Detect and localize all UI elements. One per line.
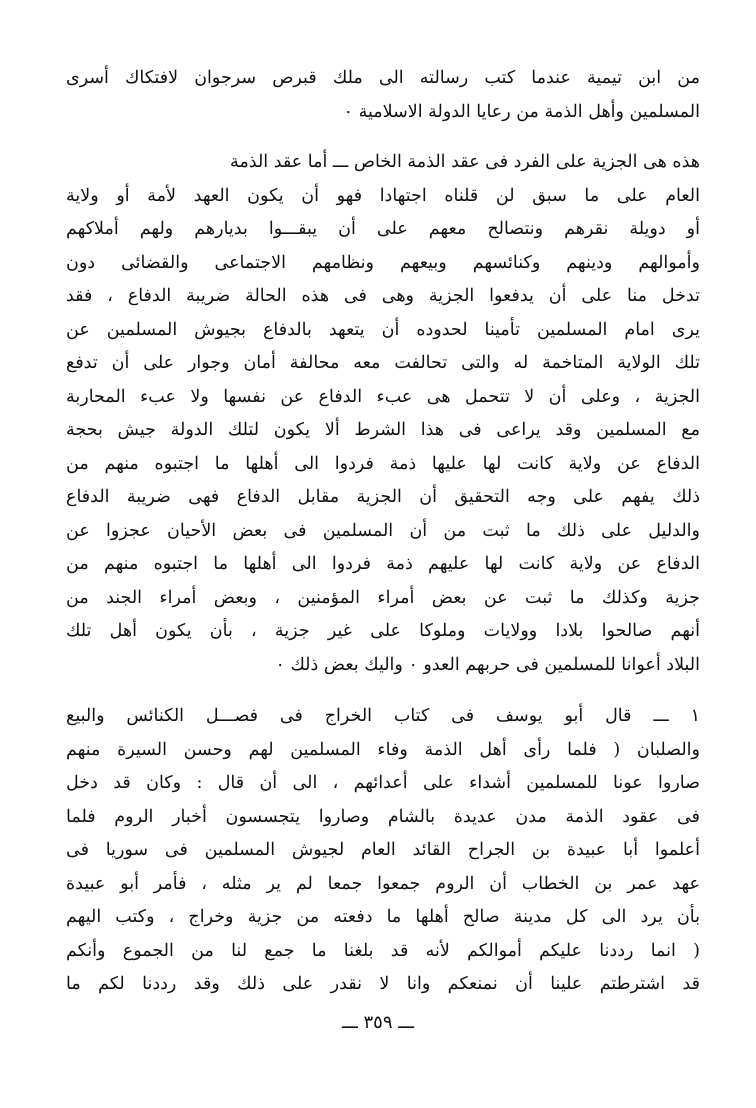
text-line: ذلك يفهم على وجه التحقيق أن الجزية مقابل الدفاع فهى ضريبة الدفاع (66, 487, 700, 507)
text-line: تدخل منا على أن يدفعوا الجزية وهى فى هذه الحالة ضريبة الدفاع ، فقد (66, 286, 700, 306)
text-line: تلك الولاية المتاخمة له والتى تحالفت معه محالفة أمان وجوار على أن تدفع (66, 353, 700, 373)
text-line: أو دويلة نقرهم ونتصالح معهم على أن يبقـــوا بديارهم ولهم أملاكهم (66, 219, 700, 239)
text-line: فى عقود الذمة مدن عديدة بالشام وصاروا يتجسسون أخبار الروم فلما (66, 806, 700, 827)
text-line: بأن يرد الى كل مدينة صالح أهلها ما دفعته من جزية وخراج ، وكتب اليهم (66, 907, 700, 927)
text-line: البلاد أعوانا للمسلمين فى حربهم العدو ٠ واليك بعض ذلك ٠ (275, 654, 700, 675)
text-line: يرى امام المسلمين تأمينا لحدوده أن يتعهد بالدفاع بجيوش المسلمين عن (66, 319, 700, 340)
paragraph-intro (66, 62, 700, 129)
text-line: والدليل على ذلك ما ثبت من أن المسلمين فى بعض الأحيان عجزوا عن (66, 520, 700, 541)
text-line: جزية وكذلك ما ثبت عن بعض أمراء المؤمنين ، وبعض أمراء الجند من (66, 587, 700, 608)
text-line: قد اشترطتم علينا أن نمنعكم وانا لا نقدر على ذلك وقد رددنا لكم ما (66, 974, 700, 994)
text-line: هذه هى الجزية على الفرد فى عقد الذمة الخاص ـــ أما عقد الذمة (230, 152, 700, 172)
text-line: عهد عمر بن الخطاب أن الروم جمعوا جمعا لم ير مثله ، فأمر أبو عبيدة (66, 873, 700, 894)
text-line: العام على ما سبق لن قلناه اجتهادا فهو أن يكون العهد لأمة أو ولاية (66, 185, 700, 206)
text-line: الجزية ، وعلى أن لا تتحمل هى عبء الدفاع عن نفسها ولا عبء المحاربة (66, 386, 700, 407)
text-line: المسلمين وأهل الذمة من رعايا الدولة الاسلامية ٠ (343, 101, 700, 122)
text-line: وأموالهم ودينهم وكنائسهم وبيعهم ونظامهم الاجتماعى والقضائى دون (66, 252, 700, 273)
paragraph-jizya-defense (66, 146, 700, 682)
text-line: الدفاع عن ولاية كانت لها عليها ذمة فردوا الى أهلها ما اجتبوه منهم من (66, 453, 700, 474)
text-line: أنهم صالحوا بلادا وولايات وملوكا على غير جزية ، بأن يكون أهل تلك (66, 621, 700, 641)
text-line: والصلبان ( فلما رأى أهل الذمة وفاء المسلمين لهم وحسن السيرة منهم (66, 739, 700, 760)
text-line: من ابن تيمية عندما كتب رسالته الى ملك قبرص سرجوان لافتكاك أسرى (66, 68, 700, 88)
text-line: صاروا عونا للمسلمين أشداء على أعدائهم ، الى أن قال : وكان قد دخل (66, 773, 700, 793)
text-line: مع المسلمين وقد يراعى فى هذا الشرط ألا يكون لتلك الدولة جيش بحجة (66, 420, 700, 440)
paragraph-abu-yusuf-quote (66, 700, 700, 1002)
text-line: أعلموا أبا عبيدة بن الجراح القائد العام لجيوش المسلمين فى سوريا فى (66, 840, 700, 860)
text-line: ( انما رددنا عليكم أموالكم لأنه قد بلغنا ما جمع لنا من الجموع وأنكم (66, 940, 700, 961)
page-number: ـــ ٣٥٩ ـــ (341, 1012, 415, 1033)
text-line: الدفاع عن ولاية كانت لها عليهم ذمة فردوا الى أهلها ما اجتبوه منهم من (66, 554, 700, 574)
text-line: ١ ـــ قال أبو يوسف فى كتاب الخراج فى فصـــل الكنائس والبيع (66, 706, 700, 726)
